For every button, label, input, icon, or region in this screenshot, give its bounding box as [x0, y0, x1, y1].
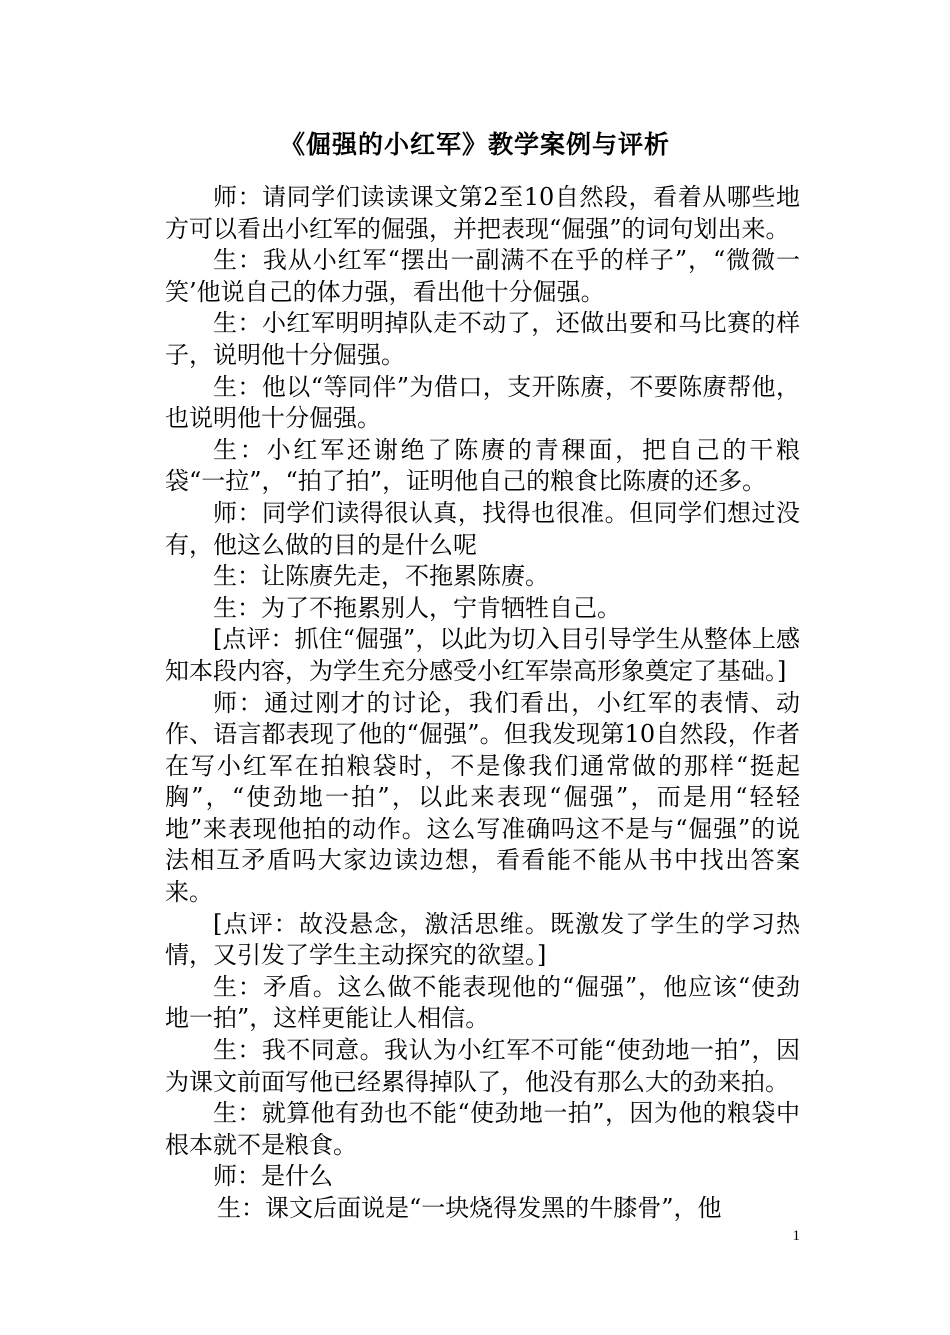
paragraph-12: 生：矛盾。这么做不能表现他的“倔强”，他应该“使劲地一拍”，这样更能让人相信。: [165, 972, 800, 1033]
paragraph-10: 师：通过刚才的讨论，我们看出，小红军的表情、动作、语言都表现了他的“倔强”。但我发现第10自然段，作者在写小红军在拍粮袋时，不是像我们通常做的那样“挺起胸”，“使劲地一拍”，以此来表现“倔强”，而是用“轻轻地”来表现他拍的动作。这么写准确吗这不是与“倔强”的说法相互矛盾吗大家边读边想，看看能不能从书中找出答案来。: [165, 688, 800, 907]
paragraph-15: 师：是什么: [213, 1162, 333, 1191]
paragraph-7: 生：让陈赓先走，不拖累陈赓。: [213, 562, 549, 591]
paragraph-3: 生：小红军明明掉队走不动了，还做出要和马比赛的样子，说明他十分倔强。: [165, 309, 800, 369]
paragraph-16: 生：课文后面说是“一块烧得发黑的牛膝骨”，他: [217, 1194, 722, 1222]
paragraph-14: 生：就算他有劲也不能“使劲地一拍”，因为他的粮袋中根本就不是粮食。: [165, 1099, 800, 1159]
paragraph-8: 生：为了不拖累别人，宁肯牺牲自己。: [213, 593, 621, 622]
paragraph-4: 生：他以“等同伴”为借口，支开陈赓，不要陈赓帮他，也说明他十分倔强。: [165, 372, 800, 433]
paragraph-1: 师：请同学们读读课文第2至10自然段，看着从哪些地方可以看出小红军的倔强，并把表现“倔强”的词句划出来。: [165, 183, 800, 243]
document-body: [165, 182, 800, 1225]
paragraph-13: 生：我不同意。我认为小红军不可能“使劲地一拍”，因为课文前面写他已经累得掉队了，他没有那么大的劲来拍。: [165, 1036, 800, 1096]
comment-paragraph-1: [点评：抓住“倔强”，以此为切入目引导学生从整体上感知本段内容，为学生充分感受小红军崇高形象奠定了基础。]: [165, 625, 800, 685]
document-title: 《倔强的小红军》教学案例与评析: [279, 130, 670, 159]
paragraph-6: 师：同学们读得很认真，找得也很准。但同学们想过没有，他这么做的目的是什么呢: [165, 498, 800, 559]
page-number: 1: [792, 1228, 800, 1244]
paragraph-5: 生：小红军还谢绝了陈赓的青稞面，把自己的干粮袋“一拉”，“拍了拍”，证明他自己的粮食比陈赓的还多。: [165, 435, 800, 496]
comment-paragraph-2: [点评：故没悬念，激活思维。既激发了学生的学习热情，又引发了学生主动探究的欲望。]: [165, 909, 800, 970]
paragraph-2: 生：我从小红军“摆出一副满不在乎的样子”，“微微一笑’他说自己的体力强，看出他十分倔强。: [165, 246, 800, 306]
